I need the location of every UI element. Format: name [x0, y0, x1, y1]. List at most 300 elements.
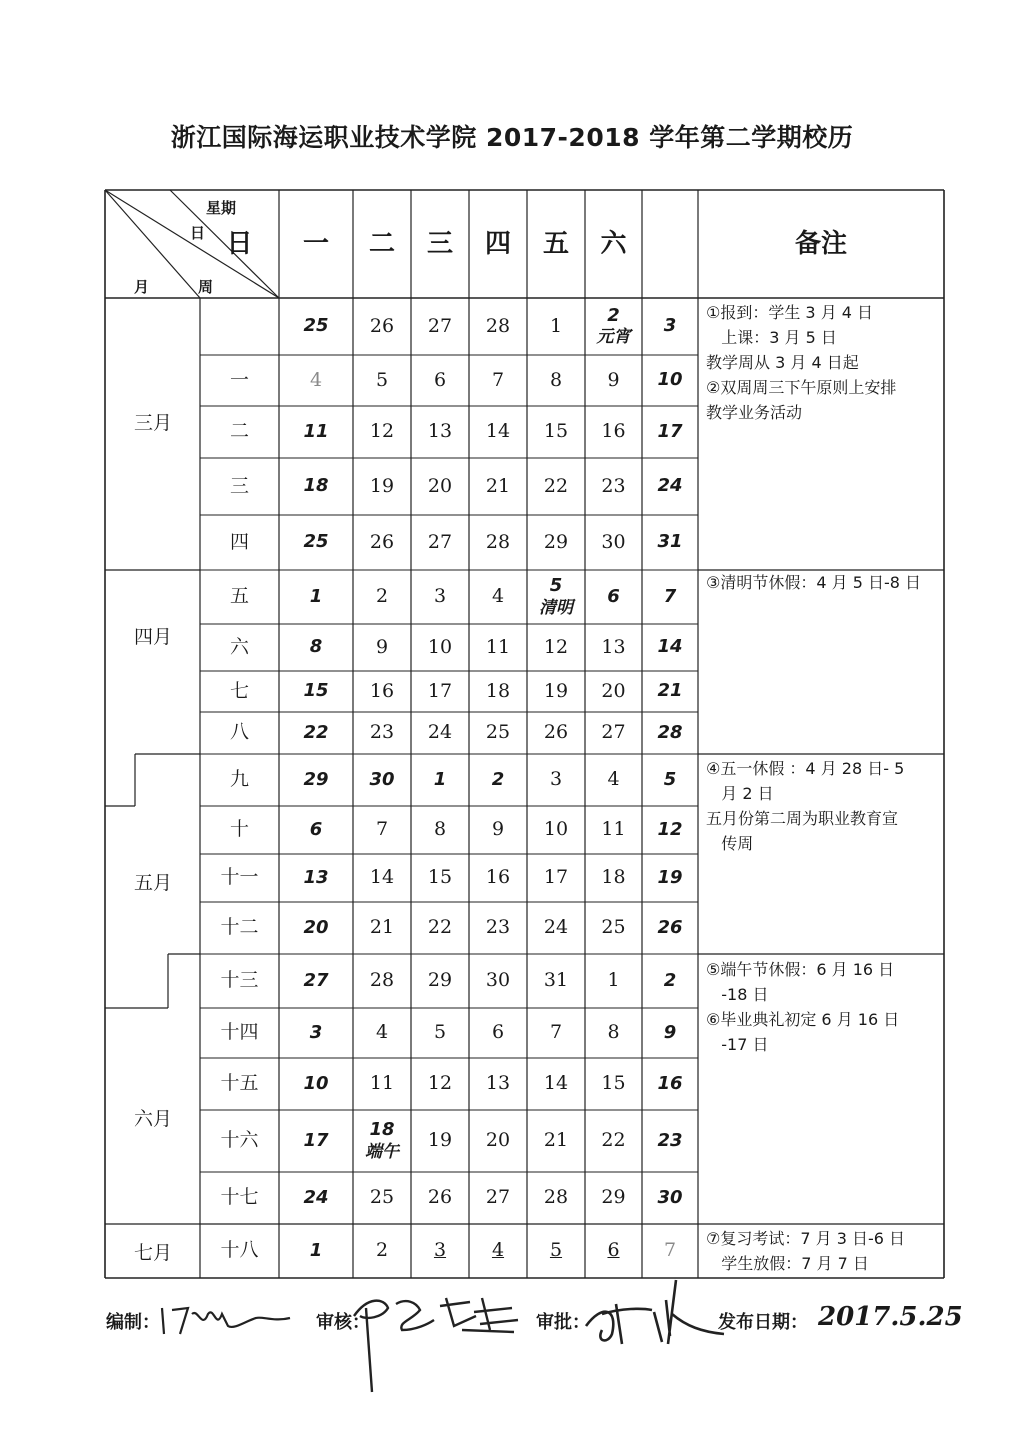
- day-number: 26: [369, 314, 395, 337]
- day-number: 7: [549, 1021, 563, 1044]
- day-cell: [411, 624, 469, 671]
- reviewed-by-label: 审核：: [316, 1312, 370, 1333]
- day-cell: [411, 515, 469, 570]
- day-number: 27: [485, 1186, 511, 1209]
- day-number: 17: [303, 1129, 329, 1151]
- day-number: 22: [427, 916, 453, 939]
- day-cell: [353, 954, 411, 1008]
- day-number: 8: [607, 1021, 620, 1044]
- day-number: 26: [543, 721, 569, 744]
- day-cell: [469, 671, 527, 712]
- day-cell: [585, 624, 642, 671]
- day-number: 2: [375, 585, 389, 608]
- day-number: 7: [663, 1239, 677, 1262]
- day-cell: [469, 754, 527, 806]
- day-cell: [469, 355, 527, 406]
- week-number: 九: [229, 768, 249, 791]
- day-cell: [585, 1110, 642, 1172]
- notes-header: 备注: [794, 228, 847, 259]
- day-number: 4: [491, 585, 505, 608]
- week-number: 十三: [220, 969, 259, 992]
- day-cell: [527, 954, 585, 1008]
- day-number: 28: [657, 721, 683, 743]
- day-number: 27: [427, 314, 453, 337]
- day-cell: [279, 954, 353, 1008]
- day-cell: [642, 712, 698, 754]
- day-number: 20: [485, 1129, 511, 1152]
- day-number: 19: [543, 679, 569, 702]
- day-number: 4: [607, 768, 620, 791]
- day-number: 2: [491, 768, 505, 790]
- day-number: 20: [427, 474, 453, 497]
- note-line: -18 日: [706, 985, 769, 1004]
- day-number: 23: [485, 916, 511, 939]
- day-number: 31: [657, 531, 683, 553]
- week-number: 六: [229, 635, 249, 658]
- day-cell: [411, 570, 469, 624]
- day-number: 14: [657, 636, 683, 658]
- day-cell: [585, 1172, 642, 1224]
- day-cell: [585, 406, 642, 458]
- day-cell: [527, 1110, 585, 1172]
- day-number: 27: [303, 969, 329, 991]
- note-line: 传周: [706, 834, 754, 853]
- day-cell: [585, 1224, 642, 1278]
- day-number: 5: [433, 1021, 447, 1044]
- day-cell: [469, 806, 527, 854]
- day-cell: [279, 1110, 353, 1172]
- day-number: 14: [369, 866, 395, 889]
- day-cell: [353, 570, 411, 624]
- day-cell: [353, 355, 411, 406]
- day-number: 13: [485, 1072, 511, 1095]
- day-cell: [642, 1008, 698, 1058]
- day-number: 11: [485, 635, 511, 658]
- day-number: 21: [657, 680, 683, 702]
- day-cell: [642, 355, 698, 406]
- day-number: 28: [369, 969, 395, 992]
- weekday-header: 六: [600, 228, 627, 259]
- day-cell: [353, 624, 411, 671]
- day-cell: [585, 570, 642, 624]
- day-cell: [279, 902, 353, 954]
- day-number: 16: [657, 1072, 683, 1094]
- day-cell: [642, 671, 698, 712]
- weekday-header: 五: [542, 228, 569, 259]
- day-number: 24: [543, 916, 569, 939]
- day-number: 19: [369, 474, 395, 497]
- day-number: 14: [543, 1072, 569, 1095]
- day-cell: [642, 298, 698, 355]
- day-number: 1: [433, 768, 447, 790]
- day-cell: [527, 355, 585, 406]
- day-cell: [642, 1110, 698, 1172]
- day-cell: [527, 458, 585, 515]
- day-cell: [411, 298, 469, 355]
- day-cell: [411, 355, 469, 406]
- weekday-header: 日: [226, 228, 253, 259]
- day-cell: [585, 458, 642, 515]
- day-number: 8: [433, 818, 447, 841]
- weekday-header: 三: [426, 228, 453, 259]
- day-cell: [469, 1110, 527, 1172]
- day-number: 13: [427, 420, 453, 443]
- day-cell: [585, 854, 642, 902]
- day-number: 30: [601, 530, 626, 553]
- day-cell: [469, 1224, 527, 1278]
- day-number: 6: [607, 585, 620, 607]
- day-cell: [469, 1172, 527, 1224]
- day-cell: [527, 1008, 585, 1058]
- day-number: 30: [369, 768, 395, 790]
- note-line: 月 2 日: [706, 784, 774, 803]
- reviewed-by-signature: [342, 1286, 522, 1396]
- day-number: 10: [303, 1072, 329, 1094]
- holiday-label: 元宵: [596, 327, 631, 348]
- day-cell: [469, 406, 527, 458]
- day-number: 12: [657, 818, 683, 840]
- day-cell: [527, 406, 585, 458]
- day-number: 26: [657, 916, 683, 938]
- day-cell: [469, 570, 527, 624]
- day-number: 20: [303, 916, 329, 938]
- day-cell: [585, 754, 642, 806]
- day-number: 4: [309, 368, 323, 391]
- day-number: 24: [427, 721, 453, 744]
- note-block: [706, 957, 942, 1057]
- day-number: 21: [543, 1129, 569, 1152]
- day-number: 1: [549, 314, 563, 337]
- day-number: 16: [485, 866, 511, 889]
- note-line: 学生放假：7 月 7 日: [706, 1254, 869, 1273]
- day-number: 9: [607, 368, 620, 391]
- day-number: 2: [663, 969, 677, 991]
- day-number: 25: [303, 531, 329, 553]
- day-number: 14: [485, 420, 511, 443]
- day-number: 19: [657, 866, 683, 888]
- day-cell: [469, 624, 527, 671]
- day-cell: [527, 1058, 585, 1110]
- day-cell: [527, 754, 585, 806]
- week-number: 十八: [220, 1239, 259, 1262]
- week-number: 七: [229, 679, 249, 702]
- day-number: 6: [309, 818, 323, 840]
- day-cell: [585, 712, 642, 754]
- day-cell: [527, 515, 585, 570]
- day-number: 11: [303, 420, 329, 442]
- day-cell: [353, 515, 411, 570]
- day-cell: [353, 754, 411, 806]
- day-cell: [411, 1224, 469, 1278]
- day-number: 7: [491, 368, 505, 391]
- day-cell: [469, 298, 527, 355]
- day-number: 29: [543, 530, 569, 553]
- day-cell: [585, 1008, 642, 1058]
- day-cell: [527, 854, 585, 902]
- day-number: 16: [369, 679, 395, 702]
- day-cell: [527, 902, 585, 954]
- day-number: 25: [485, 721, 511, 744]
- corner-weekday-label: 星期: [206, 199, 237, 217]
- day-number: 25: [601, 916, 626, 939]
- day-number: 30: [657, 1186, 683, 1208]
- day-cell: [353, 902, 411, 954]
- day-number: 22: [543, 474, 569, 497]
- day-number: 25: [303, 315, 329, 337]
- month-label: 三月: [134, 412, 173, 434]
- day-cell: [527, 671, 585, 712]
- day-number: 2: [375, 1239, 389, 1262]
- day-number: 27: [427, 530, 453, 553]
- day-number: 29: [303, 768, 329, 790]
- day-cell: [642, 406, 698, 458]
- day-cell: [527, 712, 585, 754]
- day-number: 27: [601, 721, 626, 744]
- release-date-value: 2017.5.25: [818, 1302, 963, 1332]
- day-number: 24: [303, 1186, 329, 1208]
- day-cell: [279, 754, 353, 806]
- weekday-header: 一: [302, 228, 329, 259]
- day-cell: [585, 298, 642, 355]
- day-number: 31: [543, 969, 569, 992]
- note-block: [706, 570, 942, 595]
- holiday-label: 清明: [539, 597, 573, 618]
- day-cell: [353, 1008, 411, 1058]
- day-cell: [642, 806, 698, 854]
- day-cell: [353, 298, 411, 355]
- day-number: 11: [601, 818, 626, 841]
- day-number: 17: [427, 679, 453, 702]
- month-label: 六月: [134, 1108, 173, 1130]
- day-number: 7: [375, 818, 389, 841]
- day-cell: [469, 854, 527, 902]
- day-number: 22: [303, 721, 329, 743]
- day-number: 9: [491, 818, 505, 841]
- day-cell: [279, 624, 353, 671]
- day-number: 2: [607, 304, 620, 326]
- day-cell: [411, 1172, 469, 1224]
- month-label: 五月: [134, 872, 173, 894]
- day-cell: [353, 1058, 411, 1110]
- day-cell: [411, 854, 469, 902]
- day-number: 15: [601, 1072, 626, 1095]
- day-number: 24: [657, 475, 683, 497]
- day-cell: [411, 712, 469, 754]
- day-number: 17: [657, 420, 683, 442]
- day-number: 8: [549, 368, 563, 391]
- day-cell: [469, 902, 527, 954]
- week-number: 一: [229, 368, 249, 391]
- day-number: 28: [485, 530, 511, 553]
- weekday-header: 二: [368, 228, 395, 259]
- day-number: 6: [491, 1021, 505, 1044]
- day-cell: [279, 1224, 353, 1278]
- note-line: -17 日: [706, 1035, 769, 1054]
- day-cell: [279, 1008, 353, 1058]
- day-number: 15: [427, 866, 453, 889]
- day-number: 21: [369, 916, 395, 939]
- day-number: 6: [607, 1239, 620, 1262]
- week-number: 十一: [220, 866, 259, 889]
- week-number: 四: [229, 530, 249, 553]
- day-number: 18: [485, 679, 511, 702]
- day-cell: [585, 806, 642, 854]
- day-number: 19: [427, 1129, 453, 1152]
- week-number: 十七: [220, 1186, 259, 1209]
- note-block: [706, 1226, 942, 1276]
- week-number: 十六: [220, 1129, 259, 1152]
- day-cell: [353, 406, 411, 458]
- corner-month-label: 月: [134, 278, 150, 296]
- day-number: 8: [309, 636, 323, 658]
- day-cell: [411, 806, 469, 854]
- day-number: 13: [303, 866, 329, 888]
- note-line: ④五一休假 ：4 月 28 日- 5: [706, 759, 905, 778]
- note-block: [706, 756, 942, 856]
- day-number: 28: [485, 314, 511, 337]
- day-cell: [585, 1058, 642, 1110]
- day-number: 3: [433, 1239, 447, 1262]
- week-number: 十二: [220, 916, 259, 939]
- day-cell: [642, 458, 698, 515]
- day-cell: [642, 515, 698, 570]
- day-cell: [469, 1058, 527, 1110]
- day-number: 1: [607, 969, 620, 992]
- day-cell: [353, 1110, 411, 1172]
- day-cell: [353, 458, 411, 515]
- day-number: 20: [601, 679, 626, 702]
- day-number: 10: [657, 369, 683, 391]
- week-number: [200, 298, 279, 355]
- day-cell: [279, 515, 353, 570]
- day-cell: [527, 1224, 585, 1278]
- day-cell: [279, 406, 353, 458]
- note-block: [706, 300, 942, 425]
- day-number: 12: [543, 635, 569, 658]
- week-number: 八: [229, 721, 249, 744]
- week-number: 十: [229, 818, 249, 841]
- day-number: 30: [485, 969, 511, 992]
- holiday-label: 端午: [365, 1141, 399, 1162]
- day-cell: [527, 624, 585, 671]
- day-number: 5: [549, 575, 563, 597]
- day-cell: [642, 570, 698, 624]
- day-number: 15: [303, 680, 329, 702]
- day-cell: [279, 1172, 353, 1224]
- page-title: 浙江国际海运职业技术学院 2017-2018 学年第二学期校历: [170, 123, 854, 152]
- day-cell: [469, 954, 527, 1008]
- day-number: 12: [427, 1072, 453, 1095]
- day-cell: [642, 1172, 698, 1224]
- note-line: 上课：3 月 5 日: [706, 328, 837, 347]
- day-number: 9: [663, 1021, 677, 1043]
- day-cell: [585, 515, 642, 570]
- day-number: 1: [309, 585, 323, 607]
- day-number: 3: [663, 315, 677, 337]
- day-number: 26: [369, 530, 395, 553]
- note-line: ③清明节休假：4 月 5 日-8 日: [706, 573, 922, 592]
- day-cell: [411, 1058, 469, 1110]
- corner-day-label: 日: [190, 224, 206, 242]
- day-cell: [585, 954, 642, 1008]
- day-cell: [279, 298, 353, 355]
- day-number: 15: [543, 420, 569, 443]
- day-cell: [527, 570, 585, 624]
- week-number: 二: [229, 420, 249, 443]
- day-cell: [469, 1008, 527, 1058]
- day-cell: [527, 298, 585, 355]
- day-cell: [279, 355, 353, 406]
- day-cell: [411, 1110, 469, 1172]
- day-number: 22: [601, 1129, 626, 1152]
- note-line: 教学业务活动: [706, 403, 803, 422]
- day-cell: [279, 458, 353, 515]
- footer-signatures: [0, 1300, 1024, 1340]
- weekday-header: 四: [484, 228, 511, 259]
- day-number: 5: [663, 768, 677, 790]
- day-cell: [353, 1224, 411, 1278]
- release-date-label: 发布日期：: [718, 1312, 808, 1333]
- day-cell: [411, 671, 469, 712]
- day-cell: [527, 806, 585, 854]
- day-cell: [642, 954, 698, 1008]
- day-number: 1: [309, 1239, 323, 1261]
- day-number: 25: [369, 1186, 395, 1209]
- day-cell: [642, 902, 698, 954]
- day-number: 18: [303, 475, 329, 497]
- day-number: 6: [433, 368, 447, 391]
- compiled-by-label: 编制：: [106, 1312, 160, 1333]
- day-number: 3: [549, 768, 563, 791]
- approved-by-label: 审批：: [536, 1312, 590, 1333]
- day-number: 4: [491, 1239, 505, 1262]
- day-number: 3: [309, 1021, 323, 1043]
- day-cell: [527, 1172, 585, 1224]
- day-number: 29: [427, 969, 453, 992]
- day-cell: [279, 854, 353, 902]
- day-cell: [642, 754, 698, 806]
- day-number: 10: [427, 635, 453, 658]
- day-number: 23: [657, 1129, 683, 1151]
- note-line: ①报到：学生 3 月 4 日: [706, 303, 874, 322]
- day-cell: [279, 1058, 353, 1110]
- day-number: 4: [375, 1021, 389, 1044]
- day-cell: [411, 1008, 469, 1058]
- day-cell: [585, 902, 642, 954]
- day-cell: [279, 671, 353, 712]
- day-cell: [279, 806, 353, 854]
- day-cell: [642, 854, 698, 902]
- day-number: 7: [663, 585, 677, 607]
- day-number: 3: [433, 585, 447, 608]
- note-line: 教学周从 3 月 4 日起: [706, 353, 859, 372]
- note-line: ⑤端午节休假：6 月 16 日: [706, 960, 895, 979]
- day-cell: [469, 515, 527, 570]
- compiled-by-signature: [158, 1300, 308, 1340]
- day-cell: [585, 355, 642, 406]
- day-number: 23: [601, 474, 626, 497]
- day-cell: [411, 754, 469, 806]
- day-cell: [411, 458, 469, 515]
- day-cell: [469, 712, 527, 754]
- day-number: 18: [601, 866, 626, 889]
- note-line: ②双周周三下午原则上安排: [706, 378, 897, 397]
- note-line: ⑥毕业典礼初定 6 月 16 日: [706, 1010, 900, 1029]
- day-number: 5: [549, 1239, 563, 1262]
- day-number: 16: [601, 420, 626, 443]
- day-cell: [353, 854, 411, 902]
- month-label: 四月: [134, 626, 173, 648]
